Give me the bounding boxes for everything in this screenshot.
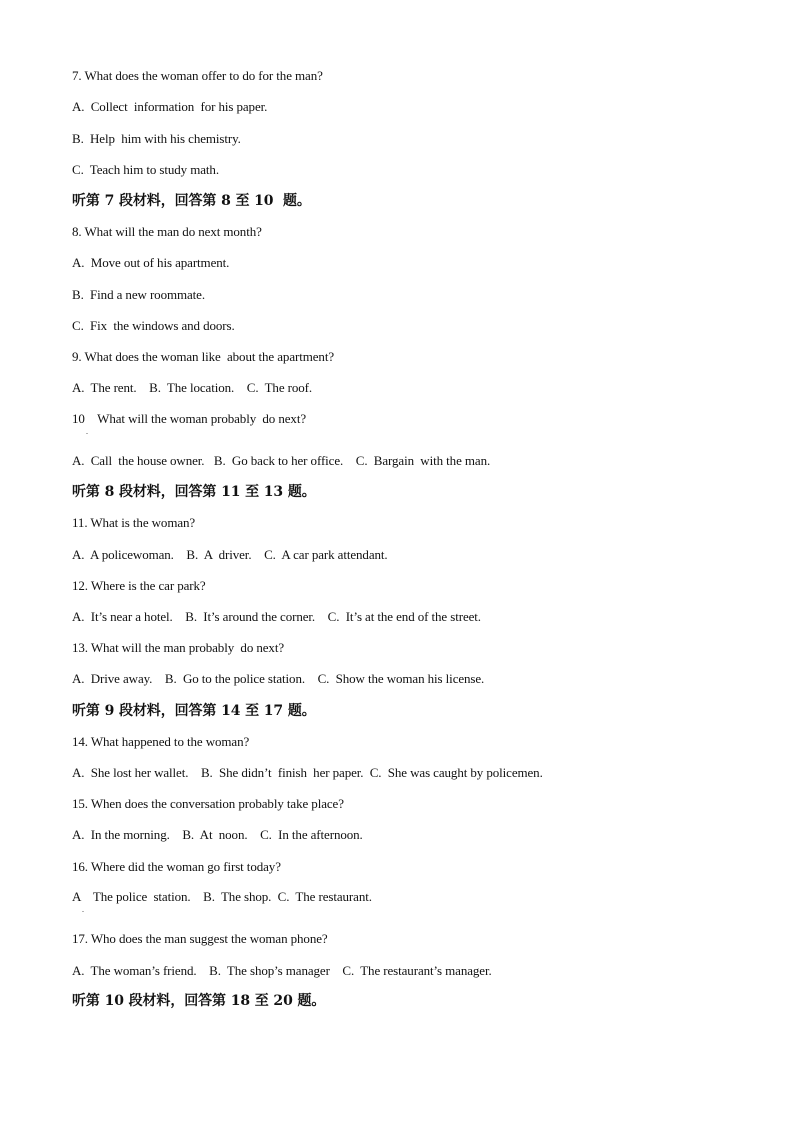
stray-dot: .: [82, 905, 84, 914]
section-heading-7: 听第 7 段材料，回答第 8 至 10 题。: [72, 193, 311, 209]
question-13-options: A. Drive away. B. Go to the police station. C. Show the woman his license.: [72, 671, 485, 686]
question-14-options: A. She lost her wallet. B. She didn’t finish her paper. C. She was caught by policemen.: [72, 765, 543, 780]
question-15-options: A. In the morning. B. At noon. C. In the afternoon.: [72, 827, 363, 842]
question-10-options: A. Call the house owner. B. Go back to her office. C. Bargain with the man.: [72, 453, 491, 468]
section-heading-8: 听第 8 段材料，回答第 11 至 13 题。: [72, 484, 316, 500]
question-8-option-a: A. Move out of his apartment.: [72, 255, 230, 270]
section-heading-10: 听第 10 段材料，回答第 18 至 20 题。: [72, 993, 326, 1009]
question-16: 16. Where did the woman go first today?: [72, 859, 281, 874]
stray-dot: .: [86, 427, 88, 436]
question-9: 9. What does the woman like about the apartment?: [72, 349, 335, 364]
question-17-options: A. The woman’s friend. B. The shop’s manager C. The restaurant’s manager.: [72, 963, 492, 978]
question-16-options: A The police station. B. The shop. C. The restaurant.: [72, 889, 372, 904]
question-7-option-b: B. Help him with his chemistry.: [72, 131, 241, 146]
question-8: 8. What will the man do next month?: [72, 224, 262, 239]
question-11: 11. What is the woman?: [72, 515, 196, 530]
question-8-option-b: B. Find a new roommate.: [72, 287, 205, 302]
question-8-option-c: C. Fix the windows and doors.: [72, 318, 235, 333]
question-12: 12. Where is the car park?: [72, 578, 206, 593]
question-7-option-a: A. Collect information for his paper.: [72, 99, 268, 114]
question-13: 13. What will the man probably do next?: [72, 640, 285, 655]
question-11-options: A. A policewoman. B. A driver. C. A car park attendant.: [72, 547, 388, 562]
question-10: 10 What will the woman probably do next?: [72, 411, 307, 426]
section-heading-9: 听第 9 段材料，回答第 14 至 17 题。: [72, 703, 316, 719]
question-15: 15. When does the conversation probably take place?: [72, 796, 344, 811]
question-7: 7. What does the woman offer to do for the man?: [72, 68, 323, 83]
question-9-options: A. The rent. B. The location. C. The roof.: [72, 380, 313, 395]
question-14: 14. What happened to the woman?: [72, 734, 250, 749]
question-12-options: A. It’s near a hotel. B. It’s around the corner. C. It’s at the end of the street.: [72, 609, 481, 624]
question-7-option-c: C. Teach him to study math.: [72, 162, 219, 177]
question-17: 17. Who does the man suggest the woman phone?: [72, 931, 328, 946]
